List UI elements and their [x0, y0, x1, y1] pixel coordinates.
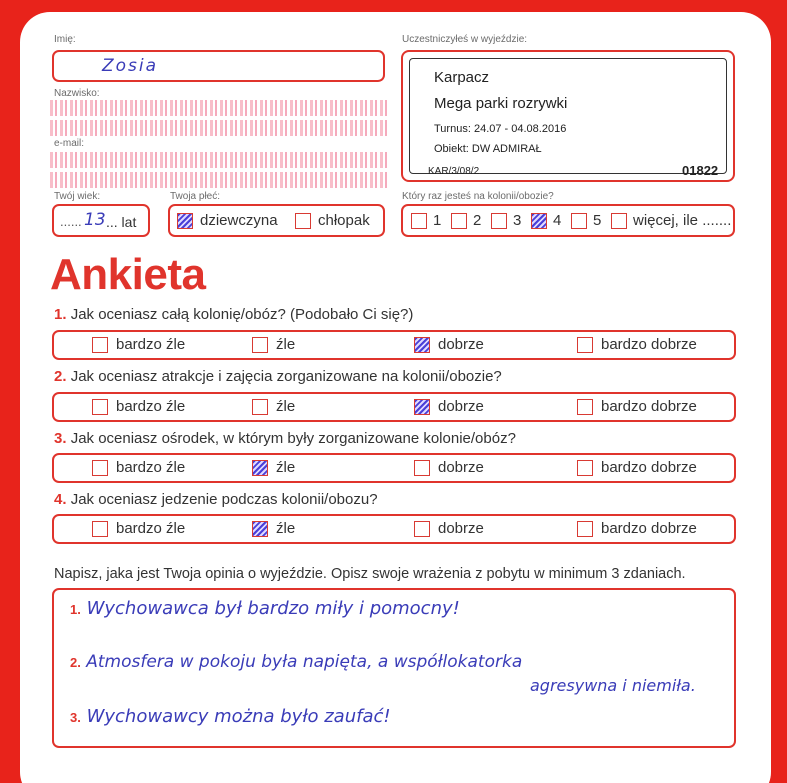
age-field[interactable]: [52, 204, 150, 237]
question-4: [54, 491, 378, 508]
name-label: Imię:: [54, 34, 76, 45]
rating-checkbox-1-4[interactable]: [577, 337, 593, 353]
ticket-turn-value: 24.07 - 04.08.2016: [473, 123, 567, 135]
visits-label: Który raz jesteś na kolonii/obozie?: [402, 191, 554, 202]
rating-option-label: bardzo dobrze: [601, 459, 697, 476]
email-label: e-mail:: [54, 138, 85, 149]
question-number: 4.: [54, 491, 67, 508]
rating-checkbox-1-3[interactable]: [414, 337, 430, 353]
ticket-object-value: DW ADMIRAŁ: [471, 143, 542, 155]
rating-checkbox-2-4[interactable]: [577, 399, 593, 415]
visits-option-5: 5: [593, 212, 602, 229]
rating-option-label: źle: [276, 398, 296, 415]
opinion-line-3: [70, 706, 391, 727]
visits-field: [401, 204, 735, 237]
ticket-object: [434, 143, 542, 155]
question-text: Jak oceniasz całą kolonię/obóz? (Podobało Ci się?): [70, 306, 414, 323]
question-3: [54, 430, 516, 447]
redacted-email-2: [50, 172, 390, 188]
page-title: Ankieta: [50, 250, 206, 299]
visits-option-4: 4: [553, 212, 562, 229]
rating-checkbox-2-2[interactable]: [252, 399, 268, 415]
opinion-field[interactable]: [52, 588, 736, 748]
visits-option-1: 1: [433, 212, 442, 229]
age-unit: ... lat: [106, 214, 137, 230]
rating-checkbox-2-1[interactable]: [92, 399, 108, 415]
opinion-text-3: Wychowawcy można było zaufać!: [86, 706, 391, 727]
question-number: 1.: [54, 306, 67, 323]
ticket-object-label: Obiekt:: [434, 143, 469, 155]
rating-checkbox-4-3[interactable]: [414, 521, 430, 537]
rating-checkbox-4-2[interactable]: [252, 521, 268, 537]
redacted-surname-2: [50, 120, 390, 136]
ticket-card: [409, 58, 727, 178]
opinion-prompt: Napisz, jaka jest Twoja opinia o wyjeździe. Opisz swoje wrażenia z pobytu w minimum 3 zdaniach.: [54, 566, 686, 582]
question-text: Jak oceniasz atrakcje i zajęcia zorganizowane na kolonii/obozie?: [70, 368, 502, 385]
rating-option-label: dobrze: [438, 459, 484, 476]
ticket-place: Karpacz: [434, 69, 490, 86]
rating-option-label: bardzo źle: [116, 459, 186, 476]
gender-option-female: dziewczyna: [200, 212, 278, 229]
gender-label: Twoja płeć:: [170, 191, 221, 202]
visits-checkbox-5[interactable]: [571, 213, 587, 229]
ticket-turn-label: Turnus:: [434, 123, 471, 135]
rating-option-label: źle: [276, 520, 296, 537]
question-text: Jak oceniasz jedzenie podczas kolonii/obozu?: [70, 491, 378, 508]
gender-checkbox-female[interactable]: [177, 213, 193, 229]
ticket-program: Mega parki rozrywki: [434, 95, 568, 112]
rating-option-label: dobrze: [438, 520, 484, 537]
opinion-text-1: Wychowawca był bardzo miły i pomocny!: [86, 598, 460, 619]
rating-row-2: [52, 392, 736, 422]
rating-checkbox-3-1[interactable]: [92, 460, 108, 476]
rating-option-label: bardzo źle: [116, 398, 186, 415]
opinion-line-2: [70, 652, 522, 672]
gender-field: [168, 204, 385, 237]
name-value: Zosia: [102, 56, 159, 76]
rating-option-label: bardzo źle: [116, 336, 186, 353]
rating-option-label: bardzo dobrze: [601, 336, 697, 353]
participation-label: Uczestniczyłeś w wyjeździe:: [402, 34, 528, 45]
ticket-number: 01822: [682, 163, 719, 178]
rating-checkbox-1-2[interactable]: [252, 337, 268, 353]
rating-checkbox-4-1[interactable]: [92, 521, 108, 537]
opinion-num-1: 1.: [70, 602, 81, 617]
rating-option-label: źle: [276, 459, 296, 476]
ticket-frame: [401, 50, 735, 182]
question-text: Jak oceniasz ośrodek, w którym były zorganizowane kolonie/obóz?: [70, 430, 516, 447]
question-number: 2.: [54, 368, 67, 385]
rating-checkbox-4-4[interactable]: [577, 521, 593, 537]
rating-option-label: dobrze: [438, 398, 484, 415]
rating-option-label: bardzo źle: [116, 520, 186, 537]
rating-option-label: bardzo dobrze: [601, 398, 697, 415]
rating-row-3: [52, 453, 736, 483]
visits-option-2: 2: [473, 212, 482, 229]
redacted-surname: [50, 100, 390, 116]
rating-row-4: [52, 514, 736, 544]
visits-option-3: 3: [513, 212, 522, 229]
age-prefix: ......: [60, 214, 82, 229]
form-sheet: [20, 12, 771, 783]
opinion-line-1: [70, 598, 460, 619]
rating-checkbox-3-2[interactable]: [252, 460, 268, 476]
ticket-code: KAR/3/08/2: [428, 166, 480, 177]
ticket-turn: [434, 123, 566, 135]
question-number: 3.: [54, 430, 67, 447]
rating-checkbox-2-3[interactable]: [414, 399, 430, 415]
visits-checkbox-3[interactable]: [491, 213, 507, 229]
age-value: 13: [84, 210, 106, 230]
rating-checkbox-3-3[interactable]: [414, 460, 430, 476]
rating-checkbox-1-1[interactable]: [92, 337, 108, 353]
gender-option-male: chłopak: [318, 212, 370, 229]
opinion-num-2: 2.: [70, 655, 81, 670]
rating-row-1: [52, 330, 736, 360]
visits-checkbox-more[interactable]: [611, 213, 627, 229]
visits-option-more: więcej, ile .......: [633, 212, 732, 229]
gender-checkbox-male[interactable]: [295, 213, 311, 229]
rating-option-label: źle: [276, 336, 296, 353]
surname-label: Nazwisko:: [54, 88, 100, 99]
name-field[interactable]: [52, 50, 385, 82]
rating-checkbox-3-4[interactable]: [577, 460, 593, 476]
redacted-email: [50, 152, 390, 168]
question-2: [54, 368, 502, 385]
opinion-text-2: Atmosfera w pokoju była napięta, a współlokatorka: [86, 652, 523, 672]
opinion-line-2-continuation: agresywna i niemiła.: [530, 676, 696, 695]
visits-checkbox-1[interactable]: [411, 213, 427, 229]
age-label: Twój wiek:: [54, 191, 101, 202]
rating-option-label: bardzo dobrze: [601, 520, 697, 537]
rating-option-label: dobrze: [438, 336, 484, 353]
visits-checkbox-4[interactable]: [531, 213, 547, 229]
opinion-num-3: 3.: [70, 710, 81, 725]
question-1: [54, 306, 413, 323]
visits-checkbox-2[interactable]: [451, 213, 467, 229]
